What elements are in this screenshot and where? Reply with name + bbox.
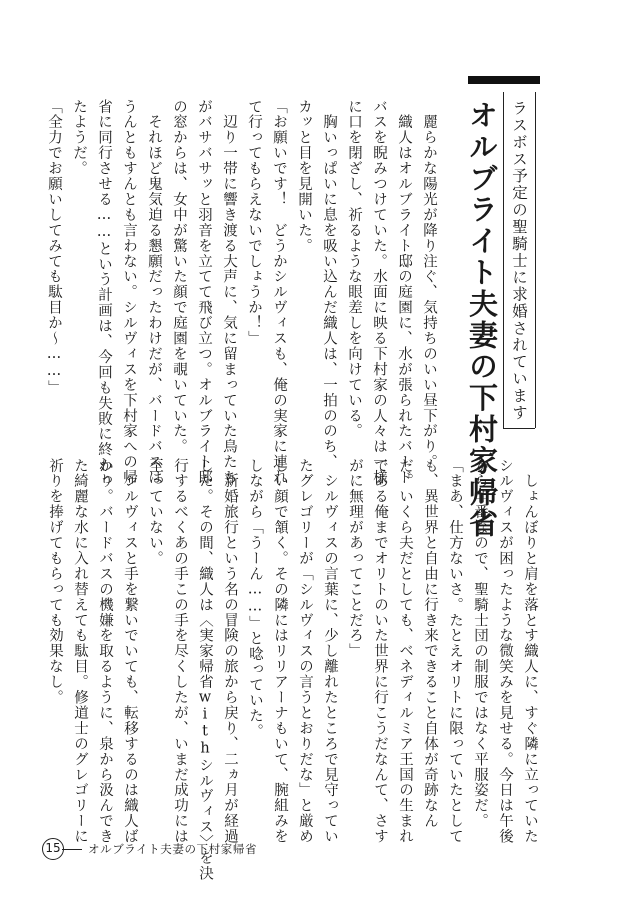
text-line: かり。バードバスの機嫌を取るように、泉から汲んでき — [97, 458, 113, 845]
text-line: しい顔で頷く。その隣にはリリアーナもいて、腕組みを — [272, 458, 288, 845]
text-line: シルヴィスと手を繋いでいても、転移するのは織人ば — [122, 458, 138, 845]
heading-rule — [535, 92, 536, 428]
text-line: 織人はオルブライト邸の庭園に、水が張られたバード — [396, 99, 412, 486]
text-line: 行するべくあの手この手を尽くしたが、いまだ成功には — [172, 458, 188, 845]
text-line: に口を閉ざし、祈るような眼差しを向けている。 — [346, 99, 362, 439]
text-line: 新婚旅行という名の冒険の旅から戻り、二ヵ月が経過 — [222, 458, 238, 845]
text-line: しながら「うーん……」と唸っていた。 — [247, 458, 263, 740]
text-line: しょんぼりと肩を落とす織人に、すぐ隣に立っていた — [522, 458, 538, 845]
text-line: から非番なので、聖騎士団の制服ではなく平服姿だ。 — [472, 458, 488, 829]
text-line: 麗らかな陽光が降り注ぐ、気持ちのいい昼下がり。 — [421, 99, 437, 470]
text-line: た綺麗な水に入れ替えても駄目。修道士のグレゴリーに — [72, 458, 88, 845]
text-line: 「全力でお願いしてみても駄目か〜……」 — [46, 99, 62, 396]
chapter-title: オルブライト夫妻の下村家帰省 — [465, 100, 499, 540]
text-line: うんともすんとも言わない。シルヴィスを下村家への帰 — [121, 99, 137, 486]
page-number: 15 — [42, 838, 64, 860]
footer-rule — [62, 849, 82, 850]
text-line: たようだ。 — [71, 99, 87, 177]
text-line: カッと目を見開いた。 — [296, 99, 312, 254]
text-line: も、異世界と自由に行き来できること自体が奇跡なん — [422, 458, 438, 829]
text-line: だ。いくら夫だとしても、ベネディルミア王国の生まれ — [397, 458, 413, 845]
text-line: 省に同行させる……という計画は、今回も失敗に終わっ — [96, 99, 112, 489]
text-line: 辺り一帯に響き渡る大声に、気に留まっていた鳥たち — [221, 99, 237, 486]
text-line: 祈りを捧げてもらっても効果なし。 — [47, 458, 63, 706]
text-line: である俺までオリトのいた世界に行こうだなんて、さす — [372, 458, 388, 845]
running-title: オルブライト夫妻の下村家帰省 — [88, 842, 258, 856]
text-line: それほど鬼気迫る懇願だったわけだが、バードバスは — [146, 99, 162, 486]
text-line: バスを睨みつけていた。水面に映る下村家の人々は一様 — [371, 99, 387, 486]
text-line: がに無理があってことだろ」 — [347, 458, 363, 659]
text-line: がバサバサッと羽音を立てて飛び立つ。オルブライト邸 — [196, 99, 212, 486]
text-line: の窓からは、女中が驚いた顔で庭園を覗いていた。 — [171, 99, 187, 455]
text-line: 胸いっぱいに息を吸い込んだ織人は、一拍ののち、 — [321, 99, 337, 470]
text-line: 「まあ、仕方ないさ。たとえオリトに限っていたとして — [447, 458, 463, 845]
text-line: たグレゴリーが「シルヴィスの言うとおりだな」と厳め — [297, 458, 313, 845]
text-line: シルヴィスの言葉に、少し離れたところで見守ってい — [322, 458, 338, 845]
text-line: 至っていない。 — [147, 458, 163, 567]
heading-rule — [503, 428, 535, 429]
text-line: シルヴィスが困ったような微笑みを見せる。今日は午後 — [497, 458, 513, 845]
heading-rule — [503, 92, 504, 428]
text-line: 「お願いです！ どうかシルヴィスも、俺の実家に連れ — [271, 99, 287, 486]
series-title: ラスボス予定の聖騎士に求婚されています — [510, 100, 528, 422]
text-line: て行ってもらえないでしょうか！」 — [246, 99, 262, 347]
heading-bar — [468, 76, 540, 84]
text-line: した。その間、織人は〈実家帰省withシルヴィス〉を決 — [197, 458, 213, 882]
